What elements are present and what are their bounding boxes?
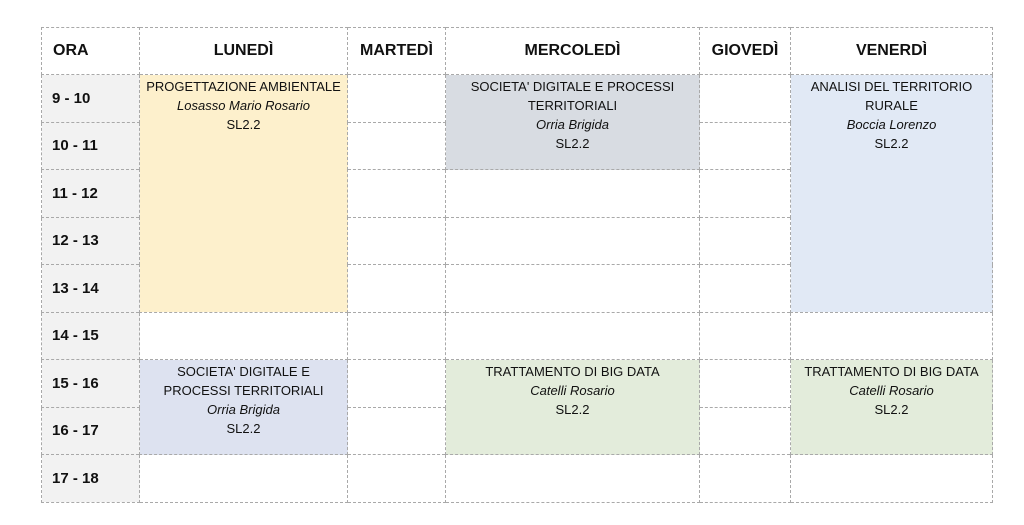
empty-cell: [700, 122, 791, 170]
hour-label: 12 - 13: [42, 217, 140, 265]
header-ora: ORA: [42, 28, 140, 75]
empty-cell: [446, 455, 700, 503]
empty-cell: [446, 170, 700, 218]
empty-cell: [348, 265, 446, 313]
empty-cell: [348, 407, 446, 455]
empty-cell: [348, 360, 446, 408]
course-teacher: Boccia Lorenzo: [846, 117, 937, 132]
empty-cell: [348, 217, 446, 265]
course-title: SOCIETA' DIGITALE E PROCESSI TERRITORIALI: [163, 364, 324, 398]
course-teacher: Catelli Rosario: [530, 383, 615, 398]
timetable: [41, 27, 993, 503]
course-teacher: Catelli Rosario: [849, 383, 934, 398]
empty-cell: [700, 265, 791, 313]
header-friday: VENERDÌ: [791, 28, 993, 75]
hour-label: 11 - 12: [42, 170, 140, 218]
empty-cell: [348, 312, 446, 360]
course-title: SOCIETA' DIGITALE E PROCESSI TERRITORIALI: [470, 79, 675, 113]
hour-label: 16 - 17: [42, 407, 140, 455]
course-title: TRATTAMENTO DI BIG DATA: [485, 364, 660, 379]
empty-cell: [700, 407, 791, 455]
header-row: [42, 28, 993, 75]
empty-cell: [348, 170, 446, 218]
empty-cell: [791, 312, 993, 360]
course-room: SL2.2: [555, 402, 590, 417]
course-room: SL2.2: [555, 136, 590, 151]
empty-cell: [700, 360, 791, 408]
hour-label: 10 - 11: [42, 122, 140, 170]
empty-cell: [446, 265, 700, 313]
header-monday: LUNEDÌ: [140, 28, 348, 75]
hour-label: 15 - 16: [42, 360, 140, 408]
empty-cell: [140, 312, 348, 360]
course-block-big-data-mer: [446, 360, 700, 455]
course-room: SL2.2: [874, 136, 909, 151]
hour-label: 13 - 14: [42, 265, 140, 313]
empty-cell: [700, 170, 791, 218]
course-block-societa-digitale-lun: [140, 360, 348, 455]
empty-cell: [446, 312, 700, 360]
course-room: SL2.2: [226, 421, 261, 436]
table-row: [42, 455, 993, 503]
hour-label: 17 - 18: [42, 455, 140, 503]
empty-cell: [700, 455, 791, 503]
empty-cell: [140, 455, 348, 503]
course-title: PROGETTAZIONE AMBIENTALE: [146, 79, 341, 94]
empty-cell: [348, 122, 446, 170]
course-block-big-data-ven: [791, 360, 993, 455]
empty-cell: [348, 75, 446, 123]
course-block-analisi-territorio-rurale: [791, 75, 993, 313]
header-wednesday: MERCOLEDÌ: [446, 28, 700, 75]
empty-cell: [700, 75, 791, 123]
course-teacher: Orria Brigida: [207, 402, 280, 417]
course-block-progettazione-ambientale: [140, 75, 348, 313]
empty-cell: [791, 455, 993, 503]
table-row: [42, 75, 993, 123]
course-room: SL2.2: [226, 117, 261, 132]
empty-cell: [348, 455, 446, 503]
header-tuesday: MARTEDÌ: [348, 28, 446, 75]
course-teacher: Orria Brigida: [536, 117, 609, 132]
table-row: [42, 312, 993, 360]
hour-label: 14 - 15: [42, 312, 140, 360]
table-row: [42, 360, 993, 408]
course-title: ANALISI DEL TERRITORIO RURALE: [810, 79, 973, 113]
hour-label: 9 - 10: [42, 75, 140, 123]
course-title: TRATTAMENTO DI BIG DATA: [804, 364, 979, 379]
empty-cell: [700, 217, 791, 265]
empty-cell: [446, 217, 700, 265]
course-room: SL2.2: [874, 402, 909, 417]
empty-cell: [700, 312, 791, 360]
course-teacher: Losasso Mario Rosario: [177, 98, 310, 113]
header-thursday: GIOVEDÌ: [700, 28, 791, 75]
course-block-societa-digitale: [446, 75, 700, 170]
